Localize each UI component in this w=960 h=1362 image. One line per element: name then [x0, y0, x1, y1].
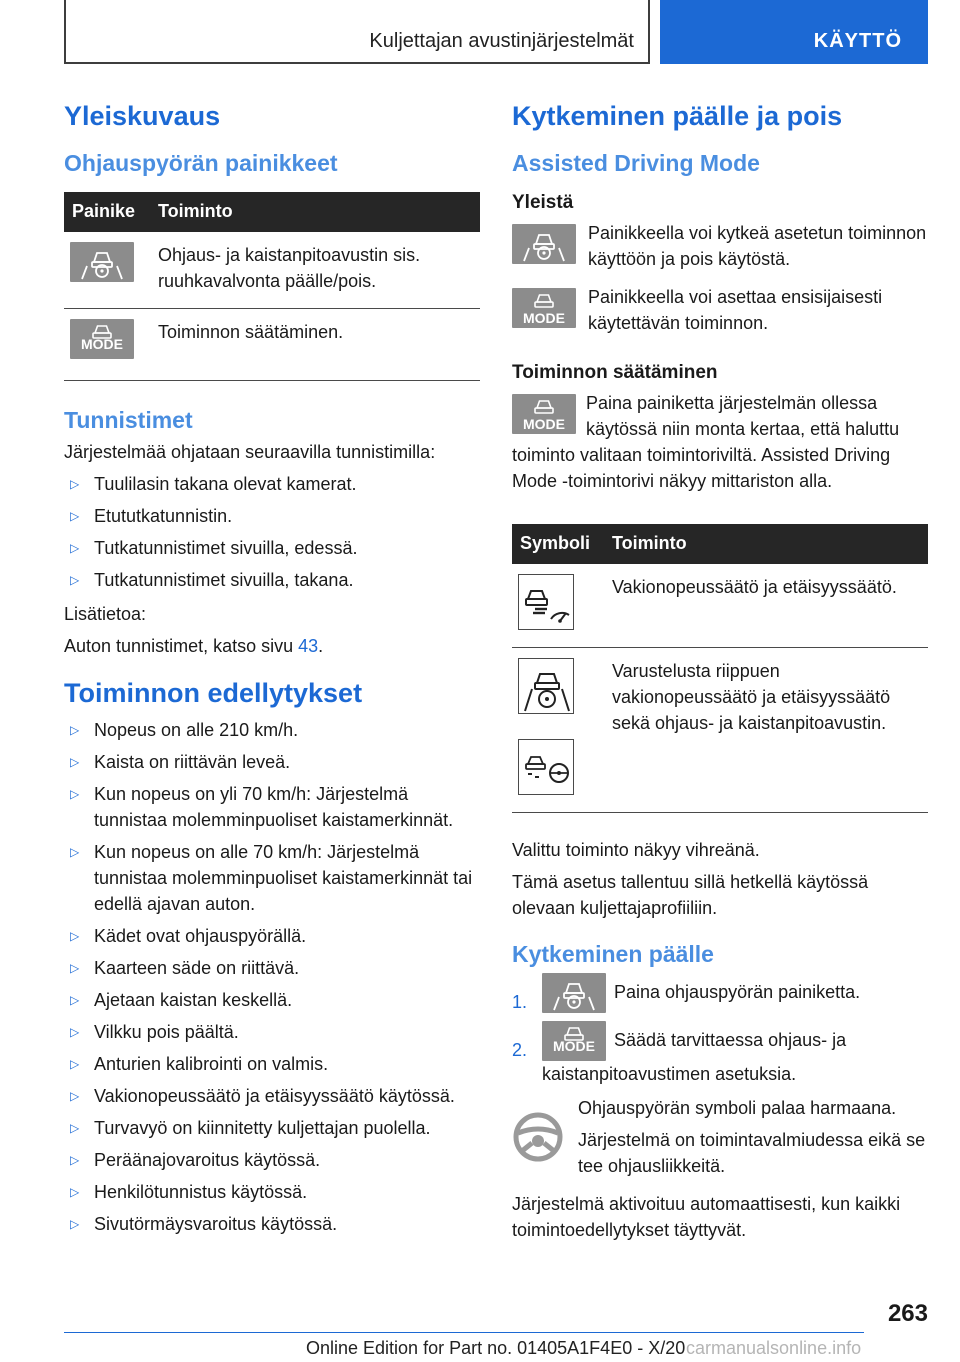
page-reference-link[interactable]: 43 — [298, 635, 319, 656]
mode-label: MODE — [523, 415, 565, 432]
table-cell-icon — [512, 647, 604, 812]
list-item: ▷ Peräänajovaroitus käytössä. — [64, 1147, 480, 1173]
steering-assist-button-icon — [512, 224, 576, 264]
list-item: ▷ Henkilötunnistus käytössä. — [64, 1179, 480, 1205]
heading-sensors: Tunnistimet — [64, 406, 193, 433]
page-footer — [0, 1300, 960, 1362]
table-cell-text: Ohjaus- ja kaistanpitoavustin sis. ruuhkavalvonta päälle/pois. — [150, 232, 480, 309]
list-item: 2. MODE Säädä tarvittaessa ohjaus- ja kaistanpitoavustimen asetuksia. — [512, 1021, 928, 1087]
list-item: ▷ Vilkku pois päältä. — [64, 1019, 480, 1045]
conditions-list — [64, 717, 480, 1237]
adjust-paragraph: MODE Paina painiketta järjestelmän ollessa käytössä niin monta kertaa, että haluttu toiminto valitaan toimintoriviltä. Assisted Driving Mode -toimintorivi näkyy mittariston alla. — [512, 392, 900, 491]
mode-button-icon — [70, 319, 134, 359]
table-cell-icon — [64, 308, 150, 380]
footer-rule — [64, 1332, 864, 1333]
symbols-table — [512, 524, 928, 813]
table-cell-icon — [64, 232, 150, 309]
steering-wheel-small-icon — [518, 739, 574, 795]
steering-symbol-note: Ohjauspyörän symboli palaa harmaana. Järjestelmä on toimintavalmiudessa eikä se tee ohjausliikkeitä. — [512, 1095, 928, 1179]
triangle-bullet-icon: ▷ — [70, 960, 80, 975]
table-cell-text: Vakionopeussäätö ja etäisyyssäätö. — [604, 564, 928, 648]
page-header — [64, 0, 928, 64]
table-cell-icon — [512, 564, 604, 648]
list-item: ▷ Tuulilasin takana olevat kamerat. — [64, 471, 480, 497]
table-cell-text: Toiminnon säätäminen. — [150, 308, 480, 380]
steps-list — [512, 973, 928, 1087]
right-column — [512, 100, 928, 1249]
saved-note: Tämä asetus tallentuu sillä hetkellä käytössä olevaan kuljettajaprofiiliin. — [512, 871, 869, 918]
table-row — [64, 232, 480, 309]
step-number: 1. — [512, 991, 528, 1012]
steering-lane-icon — [518, 658, 574, 714]
table-header-button: Painike — [64, 192, 150, 232]
list-item: ▷ Turvavyö on kiinnitetty kuljettajan puolella. — [64, 1115, 480, 1141]
heading-conditions: Toiminnon edellytykset — [64, 677, 363, 708]
triangle-bullet-icon: ▷ — [70, 928, 80, 943]
list-item: ▷ Etututkatunnistin. — [64, 503, 480, 529]
triangle-bullet-icon: ▷ — [70, 1024, 80, 1039]
mode-label: MODE — [523, 309, 565, 326]
triangle-bullet-icon: ▷ — [70, 1088, 80, 1103]
triangle-bullet-icon: ▷ — [70, 476, 80, 491]
table-cell-text: Varustelusta riippuen vakionopeussäätö ja etäisyyssäätö sekä ohjaus- ja kaistanpitoavustin. — [604, 647, 928, 812]
general-paragraph-2: MODE Painikkeella voi asettaa ensisijaisesti käytettävän toiminnon. — [512, 284, 928, 336]
list-item: ▷ Ajetaan kaistan keskellä. — [64, 987, 480, 1013]
triangle-bullet-icon: ▷ — [70, 722, 80, 737]
table-row — [512, 647, 928, 812]
list-item: ▷ Kaista on riittävän leveä. — [64, 749, 480, 775]
heading-steering-buttons: Ohjauspyörän painikkeet — [64, 150, 338, 177]
left-column — [64, 100, 480, 1245]
step-number: 2. — [512, 1039, 528, 1060]
triangle-bullet-icon: ▷ — [70, 572, 80, 587]
table-header-symbol: Symboli — [512, 524, 604, 564]
mode-button-icon — [512, 394, 576, 434]
list-item: ▷ Vakionopeussäätö ja etäisyyssäätö käytössä. — [64, 1083, 480, 1109]
mode-label: MODE — [81, 335, 123, 352]
triangle-bullet-icon: ▷ — [70, 754, 80, 769]
sensors-intro: Järjestelmää ohjataan seuraavilla tunnistimilla: — [64, 441, 436, 462]
edition-text: Online Edition for Part no. 01405A1F4E0 - X/20 — [306, 1338, 686, 1358]
watermark-text: carmanualsonline.info — [686, 1338, 862, 1358]
list-item: ▷ Kaarteen säde on riittävä. — [64, 955, 480, 981]
list-item: 1. Paina ohjauspyörän painiketta. — [512, 973, 928, 1013]
mode-button-icon — [512, 288, 576, 328]
more-info-text: Auton tunnistimet, katso sivu 43. — [64, 635, 324, 656]
selected-note: Valittu toiminto näkyy vihreänä. — [512, 839, 760, 860]
triangle-bullet-icon: ▷ — [70, 992, 80, 1007]
triangle-bullet-icon: ▷ — [70, 1120, 80, 1135]
cruise-distance-icon — [518, 574, 574, 630]
steering-assist-button-icon — [70, 242, 134, 282]
heading-general: Yleistä — [512, 191, 574, 213]
section-title: Kuljettajan avustinjärjestelmät — [369, 30, 634, 52]
list-item: ▷ Tutkatunnistimet sivuilla, edessä. — [64, 535, 480, 561]
steering-wheel-gray-icon — [512, 1111, 564, 1168]
mode-label: MODE — [553, 1037, 595, 1054]
buttons-table — [64, 192, 480, 381]
list-item: ▷ Kun nopeus on yli 70 km/h: Järjestelmä tunnistaa molemminpuoliset kaistamerkinnät. — [64, 781, 480, 833]
page-number: 263 — [887, 1300, 928, 1327]
more-info-label: Lisätietoa: — [64, 603, 147, 624]
sensors-list — [64, 471, 480, 593]
steering-assist-button-icon — [542, 973, 606, 1013]
heading-assisted-driving-mode: Assisted Driving Mode — [512, 150, 760, 177]
list-item: ▷ Kädet ovat ohjauspyörällä. — [64, 923, 480, 949]
table-header-row — [64, 192, 480, 232]
triangle-bullet-icon: ▷ — [70, 844, 80, 859]
triangle-bullet-icon: ▷ — [70, 1056, 80, 1071]
heading-adjust: Toiminnon säätäminen — [512, 361, 718, 383]
triangle-bullet-icon: ▷ — [70, 1152, 80, 1167]
list-item: ▷ Tutkatunnistimet sivuilla, takana. — [64, 567, 480, 593]
triangle-bullet-icon: ▷ — [70, 508, 80, 523]
auto-activation-text: Järjestelmä aktivoituu automaattisesti, kun kaikki toimintoedellytykset täyttyvät. — [512, 1193, 901, 1240]
list-item: ▷ Kun nopeus on alle 70 km/h: Järjestelmä tunnistaa molemminpuoliset kaistamerkinnät tai edellä ajavan auton. — [64, 839, 480, 917]
heading-switch-on: Kytkeminen päälle — [512, 940, 714, 967]
section-title-box — [64, 0, 650, 64]
heading-overview: Yleiskuvaus — [64, 101, 221, 131]
list-item: ▷ Nopeus on alle 210 km/h. — [64, 717, 480, 743]
table-header-row — [512, 524, 928, 564]
chapter-title: KÄYTTÖ — [813, 30, 902, 52]
table-header-function: Toiminto — [604, 524, 928, 564]
triangle-bullet-icon: ▷ — [70, 786, 80, 801]
triangle-bullet-icon: ▷ — [70, 1184, 80, 1199]
list-item: ▷ Anturien kalibrointi on valmis. — [64, 1051, 480, 1077]
list-item: ▷ Sivutörmäysvaroitus käytössä. — [64, 1211, 480, 1237]
table-row — [512, 564, 928, 648]
table-row — [64, 308, 480, 380]
chapter-tab — [660, 0, 928, 64]
triangle-bullet-icon: ▷ — [70, 1216, 80, 1231]
general-paragraph-1: Painikkeella voi kytkeä asetetun toiminnon käyttöön ja pois käytöstä. — [512, 220, 928, 272]
triangle-bullet-icon: ▷ — [70, 540, 80, 555]
heading-on-off: Kytkeminen päälle ja pois — [512, 101, 843, 131]
mode-button-icon — [542, 1021, 606, 1061]
table-header-function: Toiminto — [150, 192, 480, 232]
